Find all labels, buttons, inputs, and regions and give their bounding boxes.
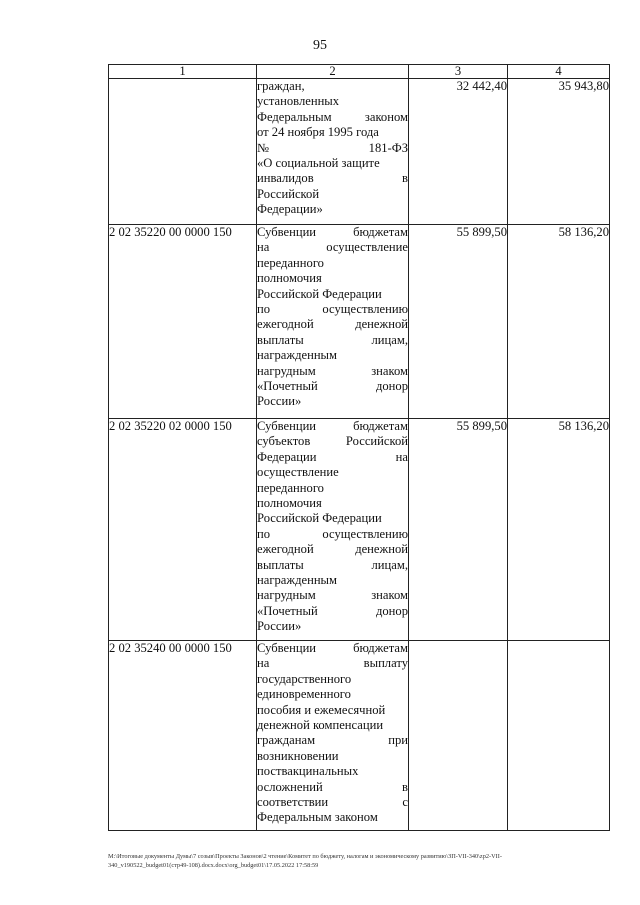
description-word: донор xyxy=(375,603,408,618)
description-word: субъектов xyxy=(257,434,311,449)
table-row xyxy=(109,79,610,225)
description-line xyxy=(257,125,408,140)
description-word: осложнений xyxy=(257,779,323,794)
description-word: единовременного xyxy=(257,687,351,702)
description-word: пособия и ежемесячной xyxy=(257,702,386,717)
description-line xyxy=(257,749,408,764)
description-line xyxy=(257,171,408,186)
description-word: Российской Федерации xyxy=(257,511,382,526)
description-word: Российской Федерации xyxy=(257,286,382,301)
description-word: Субвенции xyxy=(257,641,317,655)
amount-col-3 xyxy=(409,641,508,831)
file-path-footer xyxy=(108,852,614,870)
description-line xyxy=(257,780,408,795)
description-word: в xyxy=(402,779,408,794)
description-line xyxy=(257,764,408,779)
description-word: денежной компенсации xyxy=(257,718,384,733)
description-line xyxy=(257,302,408,317)
description-cell xyxy=(257,225,409,419)
description-cell xyxy=(257,79,409,225)
description-word: ежегодной xyxy=(257,542,314,557)
amount-col-4: 58 136,20 xyxy=(508,419,610,641)
description-word: ежегодной xyxy=(257,317,314,332)
description-word: награжденным xyxy=(257,348,337,363)
amount-col-3: 32 442,40 xyxy=(409,79,508,225)
description-word: при xyxy=(388,733,408,748)
description-line xyxy=(257,687,408,702)
footer-line-1: M:\Итоговые документы Думы\7 созыв\Проекты Законов\2 чтение\Комитет по бюджету, налогам и экономическому развитию\ЗП-VII-340\zp2-VII- xyxy=(108,853,502,860)
description-line xyxy=(257,481,408,496)
description-word: поствакцинальных xyxy=(257,764,359,779)
description-word: на xyxy=(257,656,270,671)
description-word: Федерации» xyxy=(257,202,323,217)
amount-col-3: 55 899,50 xyxy=(409,419,508,641)
header-col-2: 2 xyxy=(257,65,409,79)
description-word: переданного xyxy=(257,255,324,270)
description-word: знаком xyxy=(371,588,408,603)
description-word: соответствии xyxy=(257,795,329,810)
description-line xyxy=(257,465,408,480)
description-line xyxy=(257,588,408,603)
description-line xyxy=(257,394,408,409)
description-word: от 24 ноября 1995 года xyxy=(257,125,379,140)
header-col-3: 3 xyxy=(409,65,508,79)
description-word: бюджетам xyxy=(353,225,408,239)
amount-col-3: 55 899,50 xyxy=(409,225,508,419)
table-row xyxy=(109,641,610,831)
description-line xyxy=(257,434,408,449)
description-line xyxy=(257,256,408,271)
description-word: установленных xyxy=(257,94,340,109)
description-word: осуществление xyxy=(326,240,408,255)
description-word: денежной xyxy=(355,317,408,332)
description-word: с xyxy=(402,795,408,810)
amount-col-4: 35 943,80 xyxy=(508,79,610,225)
description-cell xyxy=(257,641,409,831)
description-word: Субвенции xyxy=(257,419,317,433)
description-word: выплату xyxy=(363,656,408,671)
description-word: осуществлению xyxy=(322,302,408,317)
description-line xyxy=(257,187,408,202)
description-word: на xyxy=(257,240,270,255)
description-line xyxy=(257,348,408,363)
description-word: по xyxy=(257,526,271,541)
description-word: Федерации xyxy=(257,449,317,464)
description-word: России» xyxy=(257,394,302,409)
description-line xyxy=(257,141,408,156)
description-line xyxy=(257,225,408,240)
amount-col-4: 58 136,20 xyxy=(508,225,610,419)
description-line xyxy=(257,542,408,557)
description-line xyxy=(257,496,408,511)
description-line xyxy=(257,94,408,109)
description-word: донор xyxy=(375,379,408,394)
description-word: бюджетам xyxy=(353,419,408,433)
description-word: полномочия xyxy=(257,271,322,286)
description-line xyxy=(257,202,408,217)
table-header-row xyxy=(109,65,610,79)
description-line xyxy=(257,450,408,465)
description-line xyxy=(257,527,408,542)
page-number: 95 xyxy=(313,38,327,53)
description-word: граждан, xyxy=(257,79,305,93)
description-line xyxy=(257,317,408,332)
description-word: законом xyxy=(364,109,408,124)
description-word: Федеральным xyxy=(257,109,332,124)
description-word: в xyxy=(402,171,408,186)
description-word: Российской xyxy=(257,186,320,201)
description-word: 181-ФЗ xyxy=(368,140,408,155)
description-line xyxy=(257,419,408,434)
description-word: переданного xyxy=(257,480,324,495)
description-word: «Почетный xyxy=(257,379,318,394)
description-line xyxy=(257,641,408,656)
description-word: Федеральным законом xyxy=(257,810,378,825)
description-word: «О социальной защите xyxy=(257,156,380,171)
description-word: выплаты xyxy=(257,557,304,572)
description-word: гражданам xyxy=(257,733,316,748)
description-line xyxy=(257,718,408,733)
description-word: России» xyxy=(257,619,302,634)
description-word: осуществление xyxy=(257,465,339,480)
description-line xyxy=(257,558,408,573)
description-word: на xyxy=(395,449,408,464)
description-line xyxy=(257,379,408,394)
description-word: полномочия xyxy=(257,496,322,511)
description-line xyxy=(257,656,408,671)
description-word: по xyxy=(257,302,271,317)
amount-col-4 xyxy=(508,641,610,831)
description-word: нагрудным xyxy=(257,588,316,603)
description-line xyxy=(257,333,408,348)
description-word: награжденным xyxy=(257,573,337,588)
table-row xyxy=(109,225,610,419)
description-line xyxy=(257,573,408,588)
table-row xyxy=(109,419,610,641)
description-line xyxy=(257,287,408,302)
description-word: государственного xyxy=(257,671,352,686)
description-word: инвалидов xyxy=(257,171,314,186)
description-word: бюджетам xyxy=(353,641,408,655)
description-line xyxy=(257,364,408,379)
description-line xyxy=(257,810,408,825)
description-line xyxy=(257,604,408,619)
description-line xyxy=(257,672,408,687)
budget-code-cell: 2 02 35220 02 0000 150 xyxy=(109,419,257,641)
budget-code-cell: 2 02 35220 00 0000 150 xyxy=(109,225,257,419)
header-col-1: 1 xyxy=(109,65,257,79)
description-cell xyxy=(257,419,409,641)
budget-code-cell xyxy=(109,79,257,225)
budget-table xyxy=(108,64,610,831)
budget-code-cell: 2 02 35240 00 0000 150 xyxy=(109,641,257,831)
description-word: № xyxy=(257,140,270,155)
description-line xyxy=(257,271,408,286)
description-word: денежной xyxy=(355,542,408,557)
description-word: лицам, xyxy=(371,557,408,572)
description-line xyxy=(257,619,408,634)
description-line xyxy=(257,511,408,526)
header-col-4: 4 xyxy=(508,65,610,79)
description-line xyxy=(257,733,408,748)
description-line xyxy=(257,703,408,718)
description-line xyxy=(257,110,408,125)
description-line xyxy=(257,240,408,255)
description-word: возникновении xyxy=(257,748,339,763)
description-word: Российской xyxy=(345,434,408,449)
description-line xyxy=(257,156,408,171)
description-word: выплаты xyxy=(257,332,304,347)
footer-line-2: 340_v190522_budget01(стр49-108).docx.docx\org_budget01\17.05.2022 17:58:59 xyxy=(108,862,319,869)
description-word: осуществлению xyxy=(322,526,408,541)
description-line xyxy=(257,795,408,810)
description-line xyxy=(257,79,408,94)
description-word: «Почетный xyxy=(257,603,318,618)
description-word: нагрудным xyxy=(257,363,316,378)
description-word: лицам, xyxy=(371,332,408,347)
description-word: знаком xyxy=(371,363,408,378)
description-word: Субвенции xyxy=(257,225,317,239)
